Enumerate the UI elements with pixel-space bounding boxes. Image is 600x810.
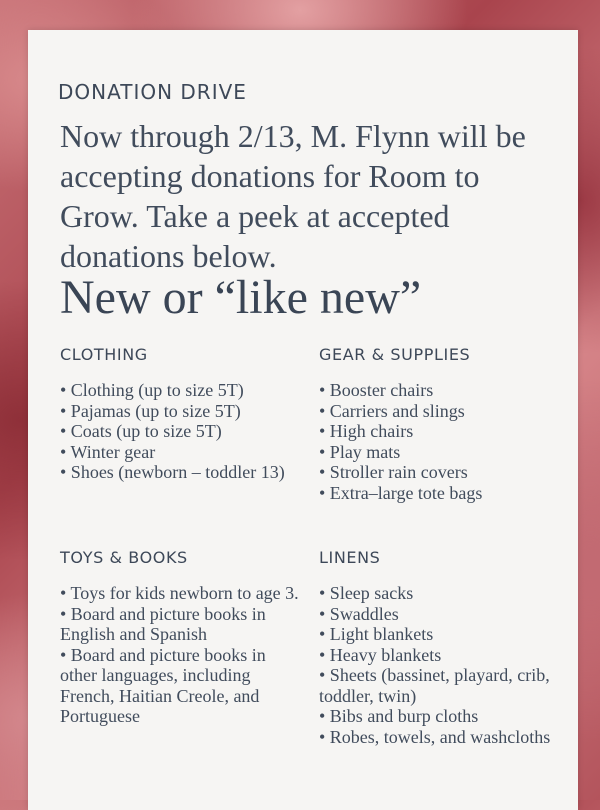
- list-item: • Robes, towels, and washcloths: [319, 726, 551, 747]
- intro-paragraph: Now through 2/13, M. Flynn will be accepting donations for Room to Grow. Take a peek at accepted donations below.: [60, 118, 526, 274]
- list-item: • Coats (up to size 5T): [60, 421, 222, 441]
- item-list: [319, 380, 559, 503]
- section-toys-books: [60, 548, 300, 727]
- list-item: • Play mats: [319, 441, 401, 462]
- list-item: • Sheets (bassinet, playard, crib, toddler, twin): [319, 665, 550, 706]
- list-item: • Sleep sacks: [319, 583, 414, 603]
- list-item: • Light blankets: [319, 624, 434, 644]
- list-item: • Swaddles: [319, 603, 399, 624]
- list-item: • Clothing (up to size 5T): [60, 380, 244, 400]
- item-list: [319, 583, 559, 747]
- item-list: [60, 380, 300, 483]
- flyer-card: [28, 30, 578, 810]
- section-gear-supplies: [319, 345, 559, 503]
- list-item: • Heavy blankets: [319, 644, 442, 665]
- list-item: • Winter gear: [60, 441, 156, 462]
- list-item: • High chairs: [319, 421, 414, 441]
- item-list: [60, 583, 300, 727]
- section-title: GEAR & SUPPLIES: [319, 345, 471, 364]
- section-title: CLOTHING: [60, 345, 148, 364]
- list-item: • Carriers and slings: [319, 400, 465, 421]
- section-linens: [319, 548, 559, 747]
- list-item: • Board and picture books in English and Spanish: [60, 603, 266, 644]
- list-item: • Pajamas (up to size 5T): [60, 400, 241, 421]
- list-item: • Stroller rain covers: [319, 462, 468, 482]
- section-clothing: [60, 345, 300, 483]
- list-item: • Shoes (newborn – toddler 13): [60, 462, 285, 482]
- list-item: • Board and picture books in other languages, including French, Haitian Creole, and Portuguese: [60, 644, 266, 726]
- list-item: • Toys for kids newborn to age 3.: [60, 583, 299, 603]
- section-title: LINENS: [319, 548, 381, 567]
- headline: New or “like new”: [60, 271, 422, 324]
- section-title: TOYS & BOOKS: [60, 548, 188, 567]
- list-item: • Booster chairs: [319, 380, 434, 400]
- list-item: • Extra–large tote bags: [319, 482, 483, 503]
- eyebrow-label: DONATION DRIVE: [58, 80, 247, 104]
- list-item: • Bibs and burp cloths: [319, 706, 479, 726]
